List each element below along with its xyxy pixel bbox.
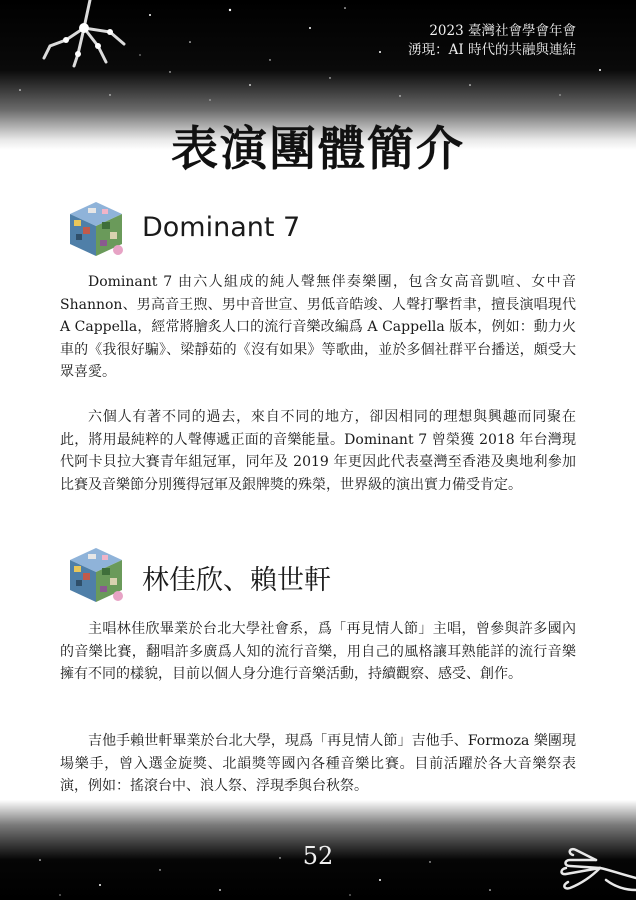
event-name: 2023 臺灣社會學會年會 [429,23,576,39]
page-number: 52 [302,842,334,870]
section-paragraph: 六個人有著不同的過去，來自不同的地方，卻因相同的理想與興趣而同聚在此，將用最純粹的人聲傳遞正面的音樂能量。Dominant 7 曾榮獲 2018 年台灣現代阿卡貝拉大賽青年組冠軍，同年及 2019 年更因此代表臺灣至香港及奧地利參加比賽及音樂節分別獲得冠軍及銀牌獎的殊榮，世界級的演出實力備受肯定。 [60,409,576,493]
section-title: 林佳欣、賴世軒 [142,565,331,596]
page-title: 表演團體簡介 [171,122,465,177]
event-theme: 湧現：AI 時代的共融與連結 [408,42,576,58]
header-event-info [408,22,576,60]
robot-hand-icon [20,0,130,72]
section-title: Dominant 7 [142,212,301,243]
mosaic-cube-logo-icon [66,546,126,604]
mosaic-cube-logo-icon [66,200,126,258]
section-paragraph: 吉他手賴世軒畢業於台北大學，現爲「再見情人節」吉他手、Formoza 樂團現場樂手，曾入選金旋獎、北韻獎等國內各種音樂比賽。目前活躍於各大音樂祭表演，例如：搖滾台中、浪人祭、浮現季與台秋祭。 [60,733,576,794]
section-paragraph: Dominant 7 由六人組成的純人聲無伴奏樂團，包含女高音凱喧、女中音 Shannon、男高音王煦、男中音世宣、男低音皓竣、人聲打擊哲聿，擅長演唱現代 A Cappella，經常將膾炙人口的流行音樂改編爲 A Cappella 版本，例如：動力火車的《我很好騙》、梁靜茹的《沒有如果》等歌曲，並於多個社群平台播送，頗受大眾喜愛。 [60,274,576,380]
section-paragraph: 主唱林佳欣畢業於台北大學社會系，爲「再見情人節」主唱，曾參與許多國內的音樂比賽，翻唱許多廣爲人知的流行音樂，用自己的風格讓耳熟能詳的流行音樂擁有不同的樣貌，目前以個人身分進行音樂活動，持續觀察、感受、創作。 [60,621,576,682]
